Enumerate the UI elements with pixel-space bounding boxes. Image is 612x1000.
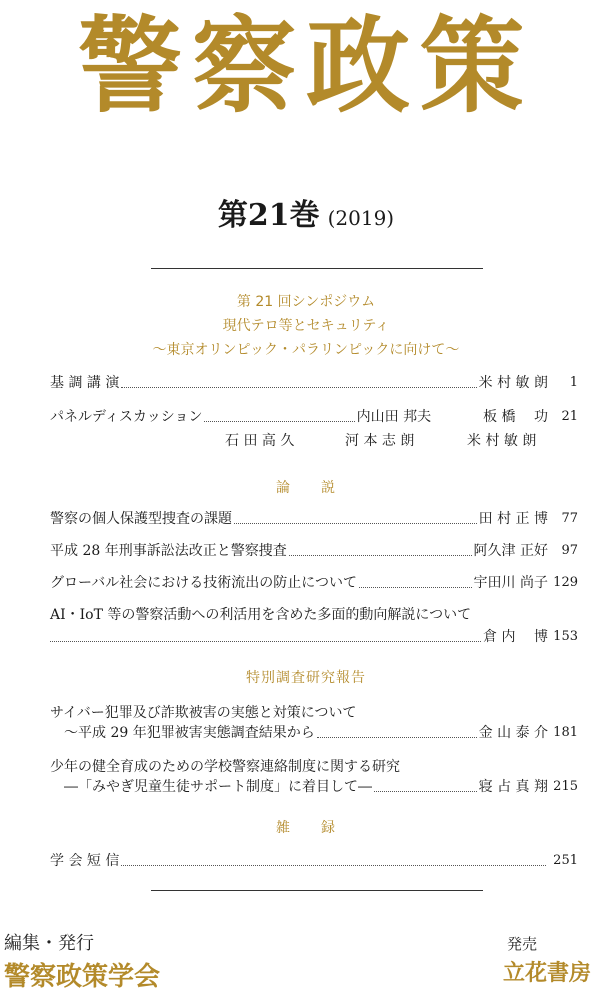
entry-page: 1 [569, 375, 578, 390]
entry-author: 金 山 泰 介 [478, 725, 548, 741]
bottom-divider [151, 890, 483, 891]
entry-page: 153 [553, 629, 578, 644]
entry-author: 内山田 邦夫 [356, 409, 432, 425]
editor-label: 編集・発行 [4, 933, 94, 954]
entry-subtitle: 〜平成 29 年犯罪被害実態調査結果から [64, 725, 315, 741]
leader-dots [121, 387, 476, 388]
toc-entry-misc[interactable] [50, 850, 578, 872]
toc-entry-report[interactable] [50, 722, 578, 744]
leader-dots [359, 587, 472, 588]
leader-dots [289, 555, 472, 556]
panel-author: 石 田 高 久 [225, 433, 295, 449]
toc-entry-article[interactable] [50, 508, 578, 530]
panel-author: 河 本 志 朗 [345, 433, 415, 449]
section-heading-tokubetsu: 特別調査研究報告 [246, 670, 366, 686]
entry-author: 倉 内 博 [483, 629, 548, 645]
entry-page: 181 [553, 725, 578, 740]
entry-page: 97 [561, 543, 578, 558]
toc-entry-article[interactable] [50, 540, 578, 562]
entry-title: 警察の個人保護型捜査の課題 [50, 511, 232, 527]
entry-page: 77 [561, 511, 578, 526]
entry-page: 215 [553, 779, 578, 794]
entry-title: 基 調 講 演 [50, 375, 120, 391]
toc-entry-keynote[interactable] [50, 372, 578, 394]
entry-subtitle: ―「みやぎ児童生徒サポート制度」に着目して― [64, 779, 372, 795]
leader-dots [234, 523, 477, 524]
leader-dots [121, 865, 546, 866]
entry-author: 阿久津 正好 [473, 543, 548, 559]
entry-page: 21 [561, 409, 578, 424]
leader-dots [50, 641, 481, 642]
entry-title: パネルディスカッション [50, 409, 203, 425]
leader-dots [374, 791, 477, 792]
entry-page: 129 [553, 575, 578, 590]
leader-dots [317, 737, 477, 738]
volume-heading [0, 196, 612, 238]
toc-entry-article[interactable] [50, 626, 578, 648]
toc-entry-report[interactable] [50, 776, 578, 798]
entry-author: 田 村 正 博 [478, 511, 548, 527]
entry-author: 宇田川 尚子 [473, 575, 548, 591]
entry-author: 寝 占 真 翔 [478, 779, 548, 795]
volume-number: 第21巻 [217, 198, 320, 233]
entry-title: 少年の健全育成のための学校警察連絡制度に関する研究 [50, 759, 400, 775]
toc-entry-panel[interactable] [50, 406, 578, 428]
entry-title: 平成 28 年刑事訴訟法改正と警察捜査 [50, 543, 287, 559]
panel-author: 米 村 敏 朗 [467, 433, 537, 449]
symposium-line-2: 現代テロ等とセキュリティ [222, 318, 390, 334]
publisher-name: 立花書房 [503, 960, 592, 986]
entry-page: 251 [553, 853, 578, 868]
publisher-label: 発売 [507, 935, 538, 953]
journal-title: 警察政策 [77, 4, 534, 127]
editor-name: 警察政策学会 [4, 962, 161, 992]
symposium-line-3: 〜東京オリンピック・パラリンピックに向けて〜 [152, 342, 460, 358]
entry-title: サイバー犯罪及び詐欺被害の実態と対策について [50, 705, 357, 721]
top-divider [151, 268, 483, 269]
leader-dots [204, 421, 354, 422]
entry-author: 米 村 敏 朗 [478, 375, 548, 391]
entry-title: AI・IoT 等の警察活動への利活用を含めた多面的動向解説について [50, 607, 472, 623]
toc-entry-article[interactable] [50, 572, 578, 594]
volume-year: (2019) [327, 206, 395, 230]
entry-author: 板 橋 功 [483, 409, 548, 425]
entry-title: 学 会 短 信 [50, 853, 120, 869]
section-heading-zatsuroku: 雑 録 [276, 820, 336, 836]
symposium-line-1: 第 21 回シンポジウム [236, 294, 376, 310]
entry-title: グローバル社会における技術流出の防止について [50, 575, 358, 591]
section-heading-ronsetsu: 論 説 [276, 480, 336, 496]
